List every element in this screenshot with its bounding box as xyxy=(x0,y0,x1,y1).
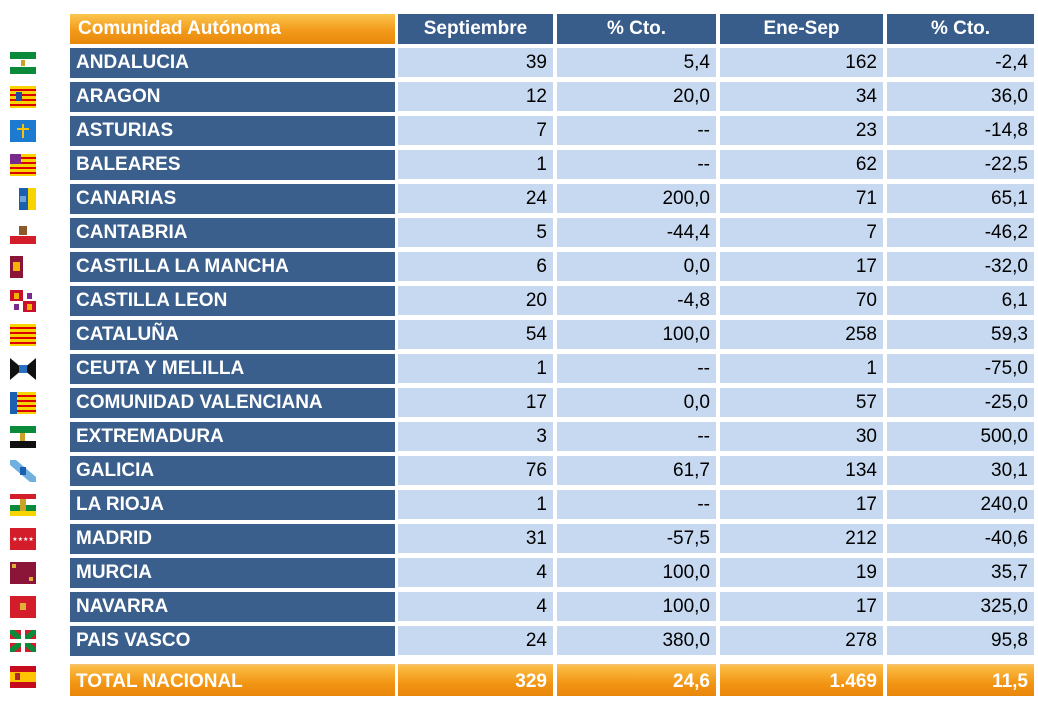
septiembre-value: 31 xyxy=(398,524,553,554)
region-name: CASTILLA LA MANCHA xyxy=(70,252,395,282)
ene-sep-value: 258 xyxy=(720,320,883,350)
pct-cto-ene-sep-value: 95,8 xyxy=(887,626,1034,656)
pais-vasco-flag-icon xyxy=(10,630,36,652)
table-row-murcia xyxy=(0,556,1038,590)
pct-cto-ene-sep-value: -2,4 xyxy=(887,48,1034,78)
navarra-flag-icon xyxy=(10,596,36,618)
region-name: MURCIA xyxy=(70,558,395,588)
septiembre-value: 54 xyxy=(398,320,553,350)
baleares-flag-icon xyxy=(10,154,36,176)
pct-cto-sep-value: -- xyxy=(557,116,716,146)
ceuta-melilla-flag-icon xyxy=(10,358,36,380)
ene-sep-value: 62 xyxy=(720,150,883,180)
septiembre-value: 5 xyxy=(398,218,553,248)
pct-cto-ene-sep-value: -40,6 xyxy=(887,524,1034,554)
murcia-flag-icon xyxy=(10,562,36,584)
region-name: NAVARRA xyxy=(70,592,395,622)
pct-cto-ene-sep-value: -14,8 xyxy=(887,116,1034,146)
pct-cto-sep-value: -44,4 xyxy=(557,218,716,248)
region-name: PAIS VASCO xyxy=(70,626,395,656)
septiembre-value: 4 xyxy=(398,592,553,622)
pct-cto-ene-sep-value: 30,1 xyxy=(887,456,1034,486)
cataluna-flag-icon xyxy=(10,324,36,346)
header-septiembre: Septiembre xyxy=(398,14,553,44)
table-row-castilla-leon xyxy=(0,284,1038,318)
pct-cto-ene-sep-value: -32,0 xyxy=(887,252,1034,282)
pct-cto-sep-value: -- xyxy=(557,490,716,520)
region-name: TOTAL NACIONAL xyxy=(70,664,395,696)
pct-cto-sep-value: -57,5 xyxy=(557,524,716,554)
la-rioja-flag-icon xyxy=(10,494,36,516)
pct-cto-ene-sep-value: 35,7 xyxy=(887,558,1034,588)
ene-sep-value: 70 xyxy=(720,286,883,316)
region-name: GALICIA xyxy=(70,456,395,486)
table-row-castilla-la-mancha xyxy=(0,250,1038,284)
total-row xyxy=(0,658,1038,698)
canarias-flag-icon xyxy=(10,188,36,210)
table-row-asturias xyxy=(0,114,1038,148)
pct-cto-ene-sep-value: 59,3 xyxy=(887,320,1034,350)
header-ene-sep: Ene-Sep xyxy=(720,14,883,44)
septiembre-value: 12 xyxy=(398,82,553,112)
data-table xyxy=(0,12,1038,698)
table-row-ceuta-y-melilla xyxy=(0,352,1038,386)
galicia-flag-icon xyxy=(10,460,36,482)
asturias-flag-icon xyxy=(10,120,36,142)
ene-sep-value: 17 xyxy=(720,490,883,520)
table-row-navarra xyxy=(0,590,1038,624)
septiembre-value: 1 xyxy=(398,490,553,520)
pct-cto-sep-value: 0,0 xyxy=(557,252,716,282)
region-name: COMUNIDAD VALENCIANA xyxy=(70,388,395,418)
region-name: MADRID xyxy=(70,524,395,554)
region-name: CEUTA Y MELILLA xyxy=(70,354,395,384)
ene-sep-value: 7 xyxy=(720,218,883,248)
pct-cto-ene-sep-value: -75,0 xyxy=(887,354,1034,384)
region-name: ASTURIAS xyxy=(70,116,395,146)
ene-sep-value: 1.469 xyxy=(720,664,883,696)
ene-sep-value: 212 xyxy=(720,524,883,554)
header-comunidad: Comunidad Autónoma xyxy=(70,14,395,44)
pct-cto-sep-value: 24,6 xyxy=(557,664,716,696)
aragon-flag-icon xyxy=(10,86,36,108)
ene-sep-value: 278 xyxy=(720,626,883,656)
pct-cto-sep-value: 5,4 xyxy=(557,48,716,78)
region-name: BALEARES xyxy=(70,150,395,180)
table-row-madrid xyxy=(0,522,1038,556)
table-row-canarias xyxy=(0,182,1038,216)
spain-flag-icon xyxy=(10,666,36,698)
ene-sep-value: 1 xyxy=(720,354,883,384)
header-pct-cto-1: % Cto. xyxy=(557,14,716,44)
table-row-andalucia xyxy=(0,46,1038,80)
septiembre-value: 24 xyxy=(398,184,553,214)
pct-cto-sep-value: 20,0 xyxy=(557,82,716,112)
septiembre-value: 7 xyxy=(398,116,553,146)
pct-cto-sep-value: -- xyxy=(557,150,716,180)
pct-cto-ene-sep-value: 6,1 xyxy=(887,286,1034,316)
septiembre-value: 39 xyxy=(398,48,553,78)
castilla-leon-flag-icon xyxy=(10,290,36,312)
region-name: CASTILLA LEON xyxy=(70,286,395,316)
pct-cto-sep-value: 200,0 xyxy=(557,184,716,214)
header-pct-cto-2: % Cto. xyxy=(887,14,1034,44)
pct-cto-ene-sep-value: 65,1 xyxy=(887,184,1034,214)
table-row-galicia xyxy=(0,454,1038,488)
pct-cto-sep-value: -- xyxy=(557,354,716,384)
ene-sep-value: 19 xyxy=(720,558,883,588)
pct-cto-ene-sep-value: 325,0 xyxy=(887,592,1034,622)
ene-sep-value: 23 xyxy=(720,116,883,146)
table-row-comunidad-valenciana xyxy=(0,386,1038,420)
madrid-flag-icon xyxy=(10,528,36,550)
ene-sep-value: 162 xyxy=(720,48,883,78)
septiembre-value: 24 xyxy=(398,626,553,656)
region-name: CATALUÑA xyxy=(70,320,395,350)
pct-cto-ene-sep-value: 500,0 xyxy=(887,422,1034,452)
septiembre-value: 76 xyxy=(398,456,553,486)
ene-sep-value: 134 xyxy=(720,456,883,486)
table-row-la-rioja xyxy=(0,488,1038,522)
pct-cto-sep-value: 100,0 xyxy=(557,320,716,350)
pct-cto-ene-sep-value: 240,0 xyxy=(887,490,1034,520)
ene-sep-value: 17 xyxy=(720,252,883,282)
ene-sep-value: 71 xyxy=(720,184,883,214)
extremadura-flag-icon xyxy=(10,426,36,448)
septiembre-value: 4 xyxy=(398,558,553,588)
pct-cto-sep-value: 100,0 xyxy=(557,558,716,588)
region-name: CANTABRIA xyxy=(70,218,395,248)
region-name: ARAGON xyxy=(70,82,395,112)
septiembre-value: 20 xyxy=(398,286,553,316)
septiembre-value: 329 xyxy=(398,664,553,696)
svg-text:★★★★: ★★★★ xyxy=(12,537,34,543)
septiembre-value: 6 xyxy=(398,252,553,282)
table-row-aragon xyxy=(0,80,1038,114)
pct-cto-sep-value: 380,0 xyxy=(557,626,716,656)
table-row-extremadura xyxy=(0,420,1038,454)
table-row-pais-vasco xyxy=(0,624,1038,658)
andalucia-flag-icon xyxy=(10,52,36,74)
valencia-flag-icon xyxy=(10,392,36,414)
septiembre-value: 17 xyxy=(398,388,553,418)
pct-cto-ene-sep-value: -25,0 xyxy=(887,388,1034,418)
table-row-cantabria xyxy=(0,216,1038,250)
pct-cto-sep-value: -- xyxy=(557,422,716,452)
cantabria-flag-icon xyxy=(10,222,36,244)
ene-sep-value: 57 xyxy=(720,388,883,418)
pct-cto-sep-value: 61,7 xyxy=(557,456,716,486)
pct-cto-ene-sep-value: -22,5 xyxy=(887,150,1034,180)
table-row-cataluna xyxy=(0,318,1038,352)
ene-sep-value: 17 xyxy=(720,592,883,622)
pct-cto-sep-value: 100,0 xyxy=(557,592,716,622)
pct-cto-ene-sep-value: -46,2 xyxy=(887,218,1034,248)
pct-cto-ene-sep-value: 11,5 xyxy=(887,664,1034,696)
castilla-la-mancha-flag-icon xyxy=(10,256,36,278)
septiembre-value: 1 xyxy=(398,354,553,384)
ene-sep-value: 34 xyxy=(720,82,883,112)
table-header-row xyxy=(0,12,1038,46)
region-name: CANARIAS xyxy=(70,184,395,214)
septiembre-value: 1 xyxy=(398,150,553,180)
pct-cto-sep-value: 0,0 xyxy=(557,388,716,418)
region-name: LA RIOJA xyxy=(70,490,395,520)
table-row-baleares xyxy=(0,148,1038,182)
pct-cto-sep-value: -4,8 xyxy=(557,286,716,316)
region-name: EXTREMADURA xyxy=(70,422,395,452)
septiembre-value: 3 xyxy=(398,422,553,452)
region-name: ANDALUCIA xyxy=(70,48,395,78)
ene-sep-value: 30 xyxy=(720,422,883,452)
pct-cto-ene-sep-value: 36,0 xyxy=(887,82,1034,112)
